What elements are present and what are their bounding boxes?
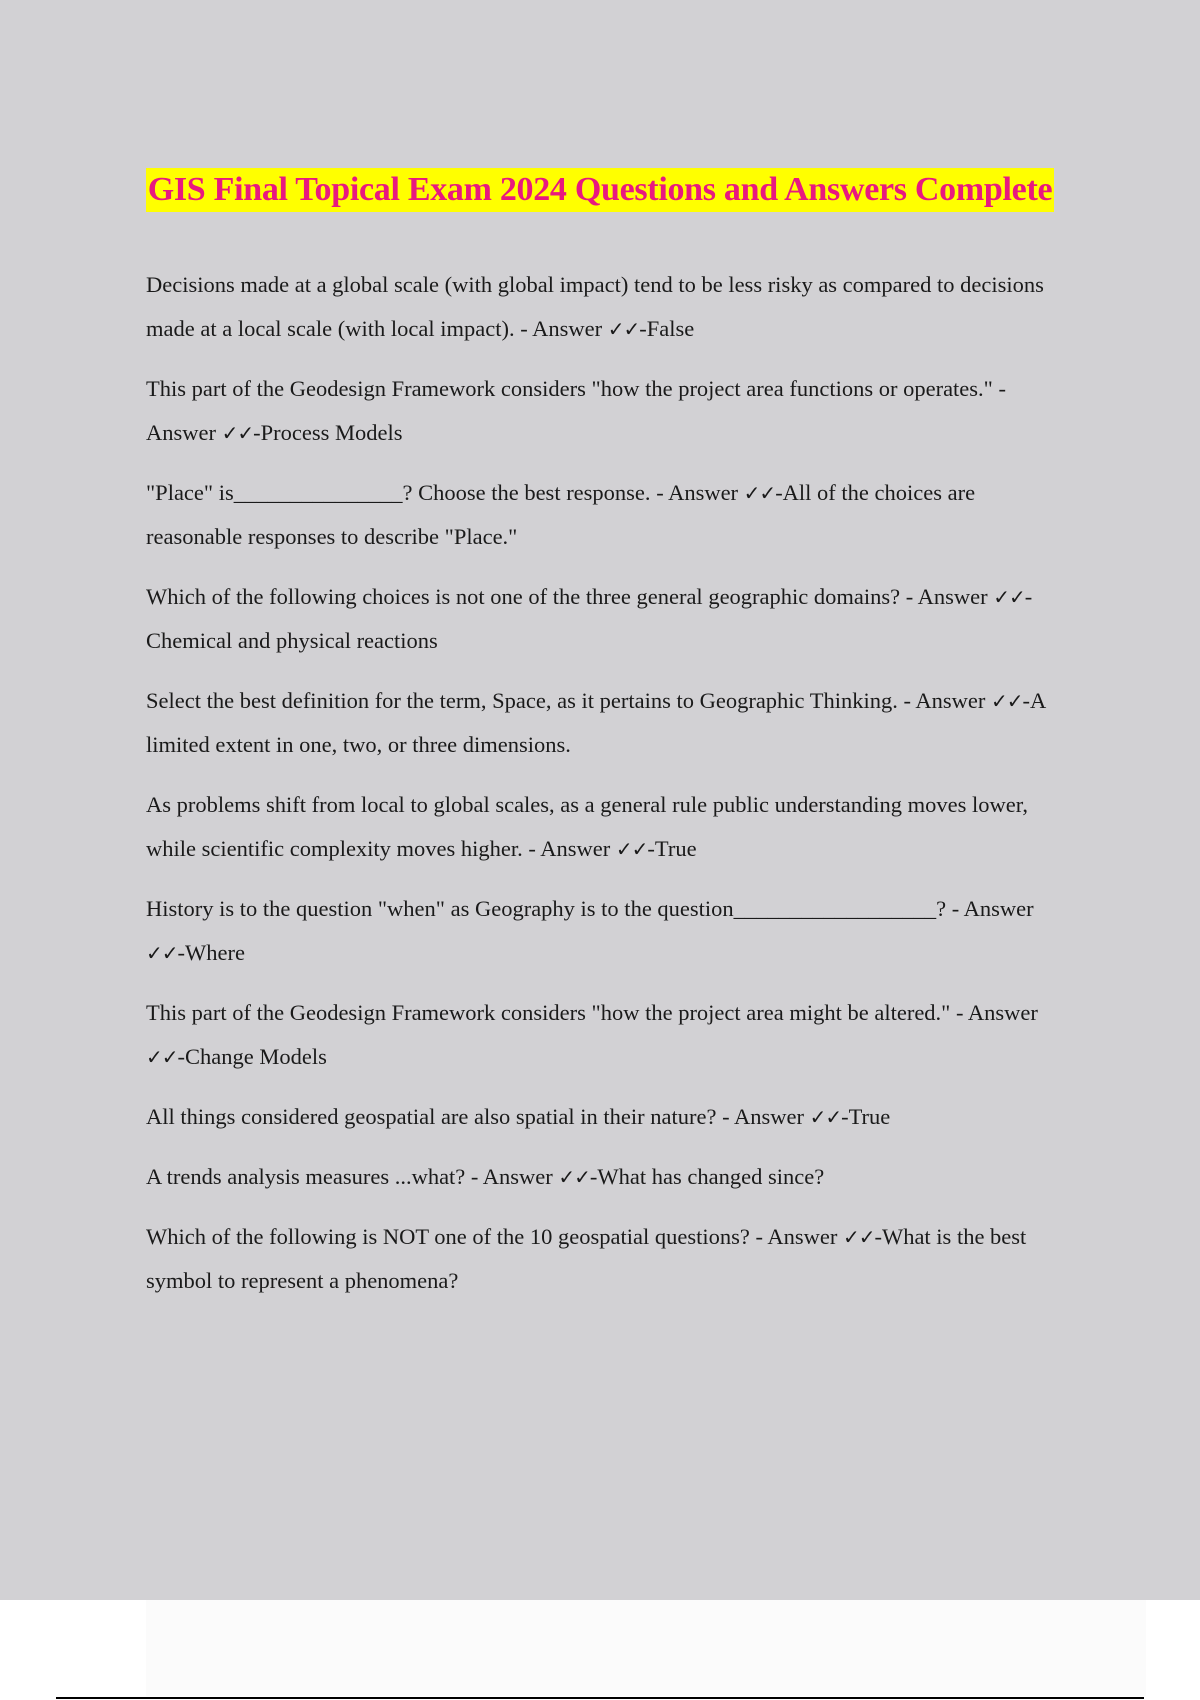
double-check-icon: ✓✓: [615, 837, 648, 861]
answer-text: -A limited extent in one, two, or three dimensions.: [146, 688, 1046, 757]
footer-rule: [56, 1697, 1144, 1699]
double-check-icon: ✓✓: [993, 585, 1025, 609]
double-check-icon: ✓✓: [146, 1045, 178, 1069]
question-text: Decisions made at a global scale (with global impact) tend to be less risky as compared to decisions made at a local scale (with local impact).: [146, 272, 1044, 341]
double-check-icon: ✓✓: [743, 481, 776, 505]
question-text: As problems shift from local to global scales, as a general rule public understanding moves lower, while scientific complexity moves higher.: [146, 792, 1028, 861]
qa-item: [146, 263, 1076, 351]
qa-item: [146, 1215, 1076, 1303]
answer-text: -Chemical and physical reactions: [146, 584, 1033, 653]
answer-text: -Change Models: [177, 1044, 327, 1069]
qa-item: [146, 887, 1076, 975]
qa-item: [146, 783, 1076, 871]
double-check-icon: ✓✓: [146, 941, 178, 965]
answer-text: -Process Models: [253, 420, 403, 445]
double-check-icon: ✓✓: [991, 689, 1023, 713]
double-check-icon: ✓✓: [809, 1105, 842, 1129]
answer-label: - Answer: [903, 688, 986, 713]
answer-label: - Answer: [146, 376, 1006, 445]
answer-label: - Answer: [528, 836, 611, 861]
qa-item: [146, 471, 1076, 559]
answer-label: - Answer: [956, 1000, 1038, 1025]
qa-item: [146, 679, 1076, 767]
question-text: This part of the Geodesign Framework considers "how the project area might be altered.": [146, 1000, 951, 1025]
question-text: Which of the following is NOT one of the 10 geospatial questions?: [146, 1224, 750, 1249]
qa-item: [146, 575, 1076, 663]
qa-item: [146, 367, 1076, 455]
question-text: A trends analysis measures ...what?: [146, 1164, 466, 1189]
answer-label: - Answer: [755, 1224, 838, 1249]
double-check-icon: ✓✓: [221, 421, 254, 445]
question-text: "Place" is_______________? Choose the best response.: [146, 480, 651, 505]
answer-text: -What is the best symbol to represent a phenomena?: [146, 1224, 1027, 1293]
answer-label: - Answer: [520, 316, 603, 341]
bottom-shade: [146, 1600, 1146, 1696]
question-text: This part of the Geodesign Framework considers "how the project area functions or operates.": [146, 376, 993, 401]
answer-text: -What has changed since?: [589, 1164, 825, 1189]
answer-label: - Answer: [722, 1104, 804, 1129]
qa-item: [146, 1155, 1076, 1199]
page-bottom-margin: [0, 1600, 1200, 1700]
answer-label: - Answer: [905, 584, 988, 609]
document-title: GIS Final Topical Exam 2024 Questions and Answers Complete: [146, 168, 1055, 212]
answer-label: - Answer: [656, 480, 739, 505]
question-text: History is to the question "when" as Geography is to the question__________________?: [146, 896, 947, 921]
answer-text: -All of the choices are reasonable responses to describe "Place.": [146, 480, 976, 549]
answer-label: - Answer: [470, 1164, 553, 1189]
qa-list: [146, 263, 1076, 1319]
question-text: Which of the following choices is not one of the three general geographic domains?: [146, 584, 901, 609]
qa-item: [146, 1095, 1076, 1139]
answer-text: -False: [639, 316, 695, 341]
answer-text: -True: [647, 836, 697, 861]
double-check-icon: ✓✓: [558, 1165, 590, 1189]
double-check-icon: ✓✓: [842, 1225, 875, 1249]
double-check-icon: ✓✓: [607, 317, 640, 341]
answer-text: -Where: [177, 940, 245, 965]
question-text: Select the best definition for the term, Space, as it pertains to Geographic Thinking.: [146, 688, 898, 713]
answer-text: -True: [841, 1104, 891, 1129]
question-text: All things considered geospatial are also spatial in their nature?: [146, 1104, 717, 1129]
answer-label: - Answer: [951, 896, 1034, 921]
title-wrapper: [0, 168, 1200, 212]
qa-item: [146, 991, 1076, 1079]
